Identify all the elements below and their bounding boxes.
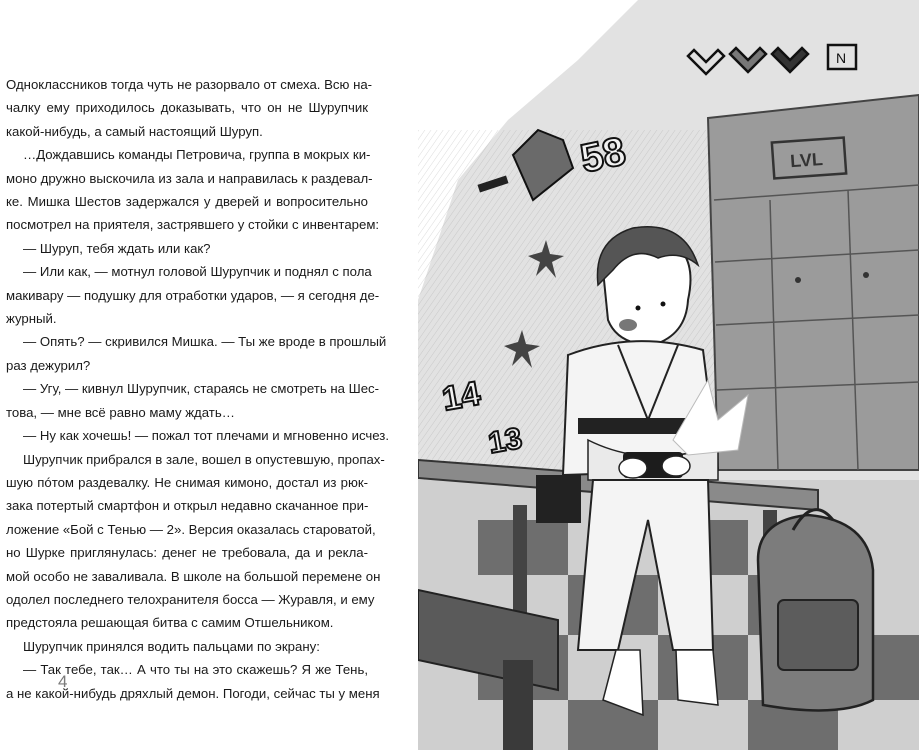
text-line: но Шурке приглянулась: денег не требовала, да и рекла- bbox=[6, 545, 368, 561]
text-line: чалку ему приходилось доказывать, что он не Шурупчик bbox=[6, 100, 368, 116]
page-number: 4 bbox=[58, 672, 68, 691]
text-line: Шурупчик прибрался в зале, вошел в опустевшую, пропах- bbox=[23, 451, 385, 467]
text-line: — Так тебе, так… А что ты на это скажешь? Я же Тень, bbox=[23, 662, 368, 678]
locker-room-illustration bbox=[418, 0, 919, 750]
text-line: — Или как, — мотнул головой Шурупчик и поднял с пола bbox=[23, 264, 372, 280]
level-sign: LVL bbox=[789, 149, 824, 172]
text-line: посмотрел на приятеля, застрявшего у стойки с инвентарем: bbox=[6, 217, 380, 233]
text-line: одолел последнего телохранителя босса — Журавля, и ему bbox=[6, 591, 375, 607]
text-line: макивару — подушку для отработки ударов, — я сегодня де- bbox=[6, 287, 380, 303]
text-page bbox=[0, 0, 418, 750]
text-line: а не какой-нибудь дряхлый демон. Погоди, сейчас ты у меня bbox=[6, 685, 380, 701]
text-line: зака потертый смартфон и открыл недавно скачанное при- bbox=[6, 498, 369, 514]
text-line: предстояла решающая битва с самим Отшельником. bbox=[6, 615, 334, 631]
text-line: …Дождавшись команды Петровича, группа в мокрых ки- bbox=[23, 147, 371, 163]
text-line: журный. bbox=[6, 311, 57, 327]
text-line: — Угу, — кивнул Шурупчик, стараясь не смотреть на Шес- bbox=[23, 381, 380, 397]
score-a: 14 bbox=[439, 374, 484, 419]
text-line: това, — мне всё равно маму ждать… bbox=[6, 404, 235, 420]
text-line: какой-нибудь, а самый настоящий Шуруп. bbox=[6, 123, 263, 139]
backpack-icon bbox=[758, 510, 873, 711]
text-line: — Опять? — скривился Мишка. — Ты же вроде в прошлый bbox=[23, 334, 387, 350]
text-line: мой особо не заваливала. В школе на большой перемене он bbox=[6, 568, 381, 584]
text-line: ложение «Бой с Тенью — 2». Версия оказалась староватой, bbox=[6, 521, 376, 537]
text-line: ке. Мишка Шестов задержался у дверей и вопросительно bbox=[6, 194, 368, 210]
text-line: Шурупчик принялся водить пальцами по экрану: bbox=[23, 638, 320, 654]
text-line: Одноклассников тогда чуть не разорвало от смеха. Всю на- bbox=[6, 77, 373, 92]
text-line: моно дружно выскочила из зала и направилась к раздевал- bbox=[6, 170, 373, 186]
svg-text:58: 58 bbox=[576, 129, 630, 182]
score-b: 13 bbox=[485, 421, 525, 461]
text-line: — Ну как хочешь! — пожал тот плечами и мгновенно исчез. bbox=[23, 428, 390, 444]
text-line: — Шуруп, тебя ждать или как? bbox=[23, 240, 211, 256]
svg-text:N: N bbox=[836, 50, 847, 66]
text-line: шую пóтом раздевалку. Не снимая кимоно, достал из рюк- bbox=[6, 474, 368, 490]
story-text bbox=[6, 73, 390, 705]
text-line: раз дежурил? bbox=[6, 357, 91, 373]
